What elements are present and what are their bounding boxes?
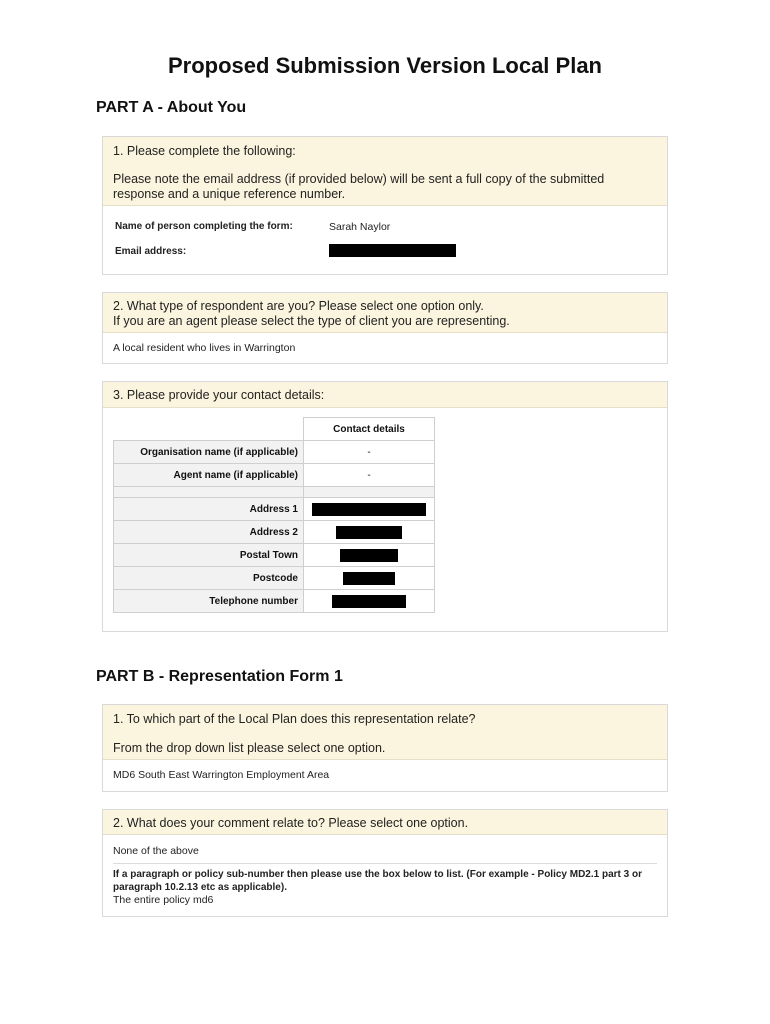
panel-header	[103, 382, 667, 408]
table-row	[114, 521, 435, 544]
plan-part-answer: MD6 South East Warrington Employment Area	[113, 769, 330, 781]
part-a-question-1-panel	[102, 136, 668, 275]
sub-number-answer: The entire policy md6	[113, 894, 214, 906]
name-value: Sarah Naylor	[329, 221, 391, 233]
part-b-heading: PART B - Representation Form 1	[96, 668, 343, 685]
postal-town-redacted	[340, 549, 398, 562]
row-label: Telephone number	[114, 590, 304, 613]
row-value: -	[304, 464, 435, 487]
contact-details-header: Contact details	[304, 418, 435, 441]
row-value: -	[304, 441, 435, 464]
row-label: Postal Town	[114, 544, 304, 567]
row-label: Agent name (if applicable)	[114, 464, 304, 487]
panel-header	[103, 293, 667, 333]
postcode-redacted	[343, 572, 395, 585]
question-text: 3. Please provide your contact details:	[113, 388, 325, 402]
panel-header	[103, 705, 667, 760]
table-row	[114, 544, 435, 567]
panel-header	[103, 137, 667, 206]
panel-header	[103, 810, 667, 835]
address-2-redacted	[336, 526, 402, 539]
table-spacer-row	[114, 487, 435, 498]
table-row	[114, 498, 435, 521]
address-1-redacted	[312, 503, 426, 516]
table-row	[114, 590, 435, 613]
question-text: 2. What does your comment relate to? Please select one option.	[113, 816, 469, 830]
part-a-question-2-panel	[102, 292, 668, 364]
question-text: 1. To which part of the Local Plan does this representation relate?	[113, 712, 476, 726]
row-label: Address 1	[114, 498, 304, 521]
part-a-heading: PART A - About You	[96, 99, 247, 116]
part-a-question-3-panel	[102, 381, 668, 632]
comment-relation-answer: None of the above	[113, 845, 199, 857]
instruction-text: From the drop down list please select one option.	[113, 741, 386, 755]
email-note: Please note the email address (if provided below) will be sent a full copy of the submitted response and a unique reference number.	[113, 172, 605, 201]
question-text: 1. Please complete the following:	[113, 144, 296, 158]
question-text-line-1: 2. What type of respondent are you? Please select one option only.	[113, 299, 484, 313]
question-text-line-2: If you are an agent please select the type of client you are representing.	[113, 314, 510, 328]
respondent-type-answer: A local resident who lives in Warrington	[113, 342, 296, 354]
page-title: Proposed Submission Version Local Plan	[168, 53, 602, 78]
sub-number-label: If a paragraph or policy sub-number then please use the box below to list. (For example - Policy MD2.1 part 3 or paragraph 10.2.13 etc as applicable).	[113, 869, 642, 893]
part-b-question-1-panel	[102, 704, 668, 792]
email-label: Email address:	[115, 246, 187, 257]
row-label: Address 2	[114, 521, 304, 544]
row-label: Organisation name (if applicable)	[114, 441, 304, 464]
table-row	[114, 441, 435, 464]
name-label: Name of person completing the form:	[115, 221, 293, 232]
table-row	[114, 567, 435, 590]
telephone-redacted	[332, 595, 406, 608]
row-label: Postcode	[114, 567, 304, 590]
table-row	[114, 464, 435, 487]
part-b-question-2-panel	[102, 809, 668, 917]
contact-details-table	[113, 417, 435, 613]
email-redacted	[329, 244, 456, 257]
